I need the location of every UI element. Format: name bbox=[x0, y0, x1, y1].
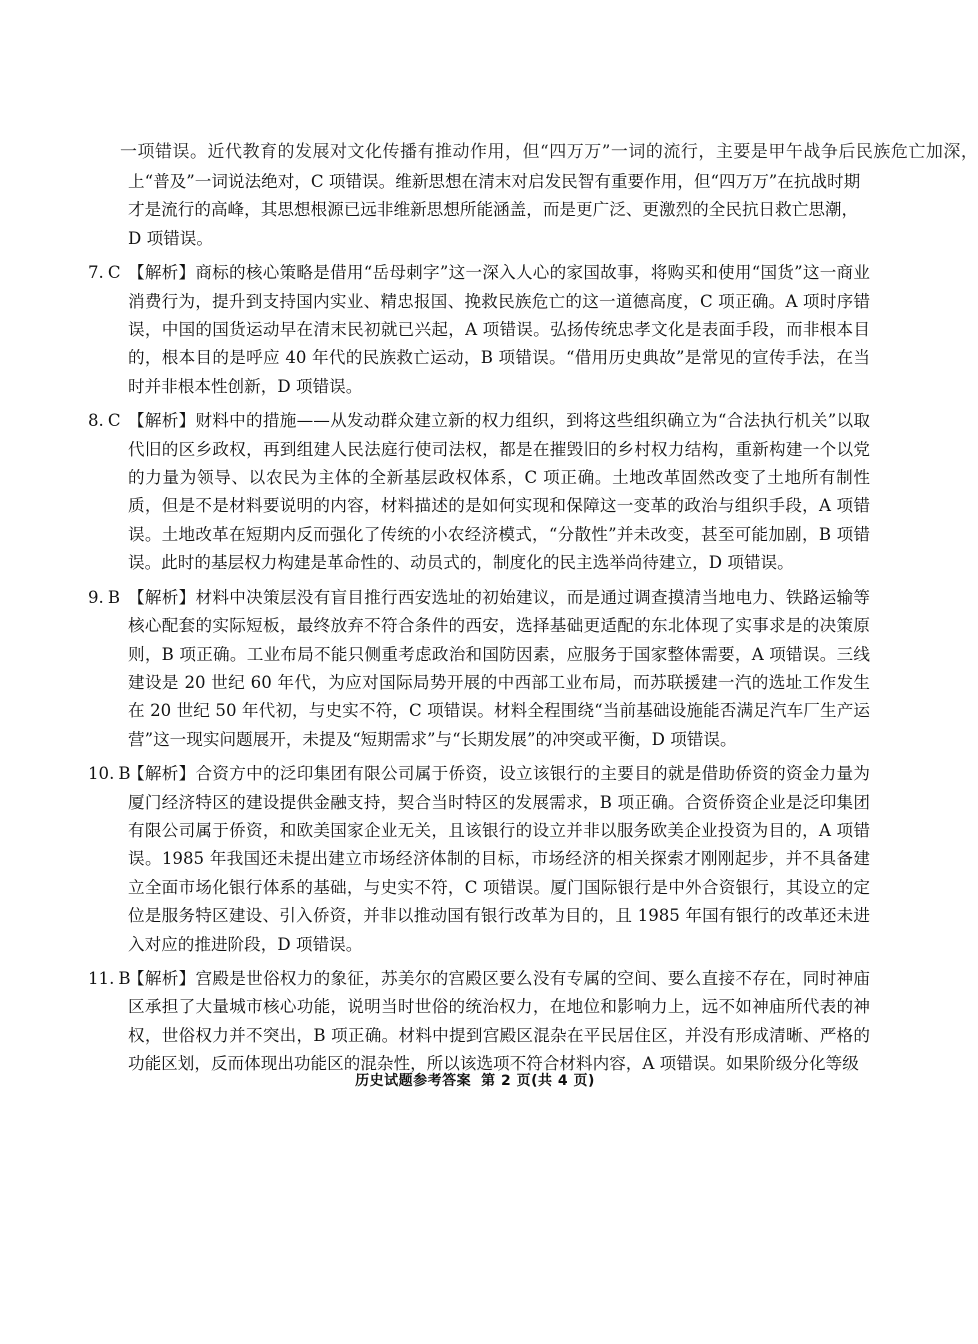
answer-letter: B bbox=[118, 764, 131, 784]
question-number: 9. B bbox=[88, 587, 121, 607]
explanation-text: 【解析】合资方中的泛印集团有限公司属于侨资，设立该银行的主要目的就是借助侨资的资金力量为厦门经济特区的建设提供金融支持，契合当时特区的发展需求，B 项正确。合资侨资企业是泛印集团有限公司属于侨资，和欧美国家企业无关，且该银行的设立并非以服务欧美企业投资为目的，A 项错误。1985 年我国还未提出建立市场经济体制的目标，市场经济的相关探索才刚刚起步，并不具备建立全面市场化银行体系的基础，与史实不符，C 项错误。厦门国际银行是中外合资银行，其设立的定位是服务特区建设、引入侨资，并非以推动国有银行改革为目的，且 1985 年国有银行的改革还未进入对应的推进阶段，D 项错误。 bbox=[128, 764, 870, 954]
explanation-text: 【解析】财料中的措施——从发动群众建立新的权力组织，到将这些组织确立为“合法执行机关”以取代旧的区乡政权，再到组建人民法庭行使司法权，都是在摧毁旧的乡村权力结构，重新构建一个以党的力量为领导、以农民为主体的全新基层政权体系，C 项正确。土地改革固然改变了土地所有制性质，但是不是材料要说明的内容，材料描述的是如何实现和保障这一变革的政治与组织手段，A 项错误。土地改革在短期内反而强化了传统的小农经济模式，“分散性”并未改变，甚至可能加剧，B 项错误。此时的基层权力构建是革命性的、动员式的，制度化的民主选举尚待建立，D 项错误。 bbox=[128, 411, 870, 573]
clipped-top-line bbox=[120, 142, 978, 162]
answer-letter: C bbox=[107, 263, 121, 283]
answer-item-11 bbox=[88, 965, 870, 1079]
answer-item-8 bbox=[88, 407, 870, 577]
answer-letter: B bbox=[107, 587, 121, 607]
page-footer bbox=[0, 1070, 950, 1090]
footer-page-number: 第 2 页(共 4 页) bbox=[481, 1073, 595, 1089]
explanation-text: 【解析】材料中决策层没有盲目推行西安选址的初始建议，而是通过调查摸清当地电力、铁路运输等核心配套的实际短板，最终放弃不符合条件的西安，选择基础更适配的东北体现了实事求是的决策原则，B 项正确。工业布局不能只侧重考虑政治和国防因素，应服务于国家整体需要，A 项错误。三线建设是 20 世纪 60 年代，为应对国际局势开展的中西部工业布局，而苏联援建一汽的选址工作发生在 20 世纪 50 年代初，与史实不符，C 项错误。材料全程围绕“当前基础设施能否满足汽车厂生产运营”这一现实问题展开，未提及“短期需求”与“长期发展”的冲突或平衡，D 项错误。 bbox=[128, 587, 870, 749]
answer-item-10 bbox=[88, 760, 870, 959]
answer-item-9 bbox=[88, 584, 870, 754]
question-number: 7. C bbox=[88, 263, 121, 283]
answer-letter: C bbox=[107, 411, 121, 431]
question-number: 8. C bbox=[88, 411, 121, 431]
answer-item-7 bbox=[88, 259, 870, 401]
clipped-top-text: 一项错误。近代教育的发展对文化传播有推动作用，但“四万万”一词的流行，主要是甲午战争后民族危亡加深， bbox=[120, 142, 978, 162]
continuation-text: 上“普及”一词说法绝对，C 项错误。维新思想在清末对启发民智有重要作用，但“四万万”在抗战时期才是流行的高峰，其思想根源已远非维新思想所能涵盖，而是更广泛、更激烈的全民抗日救亡思潮，D 项错误。 bbox=[128, 172, 861, 248]
question-number: 10. B bbox=[88, 764, 131, 784]
question-number: 11. B bbox=[88, 968, 131, 988]
answer-body bbox=[88, 168, 870, 1079]
explanation-text: 【解析】宫殿是世俗权力的象征，苏美尔的宫殿区要么没有专属的空间、要么直接不存在，同时神庙区承担了大量城市核心功能，说明当时世俗的统治权力，在地位和影响力上，远不如神庙所代表的神权，世俗权力并不突出，B 项正确。材料中提到宫殿区混杂在平民居住区，并没有形成清晰、严格的功能区划，反而体现出功能区的混杂性，所以该选项不符合材料内容，A 项错误。如果阶级分化等级 bbox=[128, 968, 870, 1074]
previous-answer-continuation bbox=[88, 168, 870, 253]
footer-title: 历史试题参考答案 bbox=[355, 1073, 472, 1089]
explanation-text: 【解析】商标的核心策略是借用“岳母刺字”这一深入人心的家国故事，将购买和使用“国货”这一商业消费行为，提升到支持国内实业、精忠报国、挽救民族危亡的这一道德高度，C 项正确。A 项时序错误，中国的国货运动早在清末民初就已兴起，A 项错误。弘扬传统忠孝文化是表面手段，而非根本目的，根本目的是呼应 40 年代的民族救亡运动，B 项错误。“借用历史典故”是常见的宣传手法，在当时并非根本性创新，D 项错误。 bbox=[128, 263, 870, 396]
answer-letter: B bbox=[118, 968, 131, 988]
